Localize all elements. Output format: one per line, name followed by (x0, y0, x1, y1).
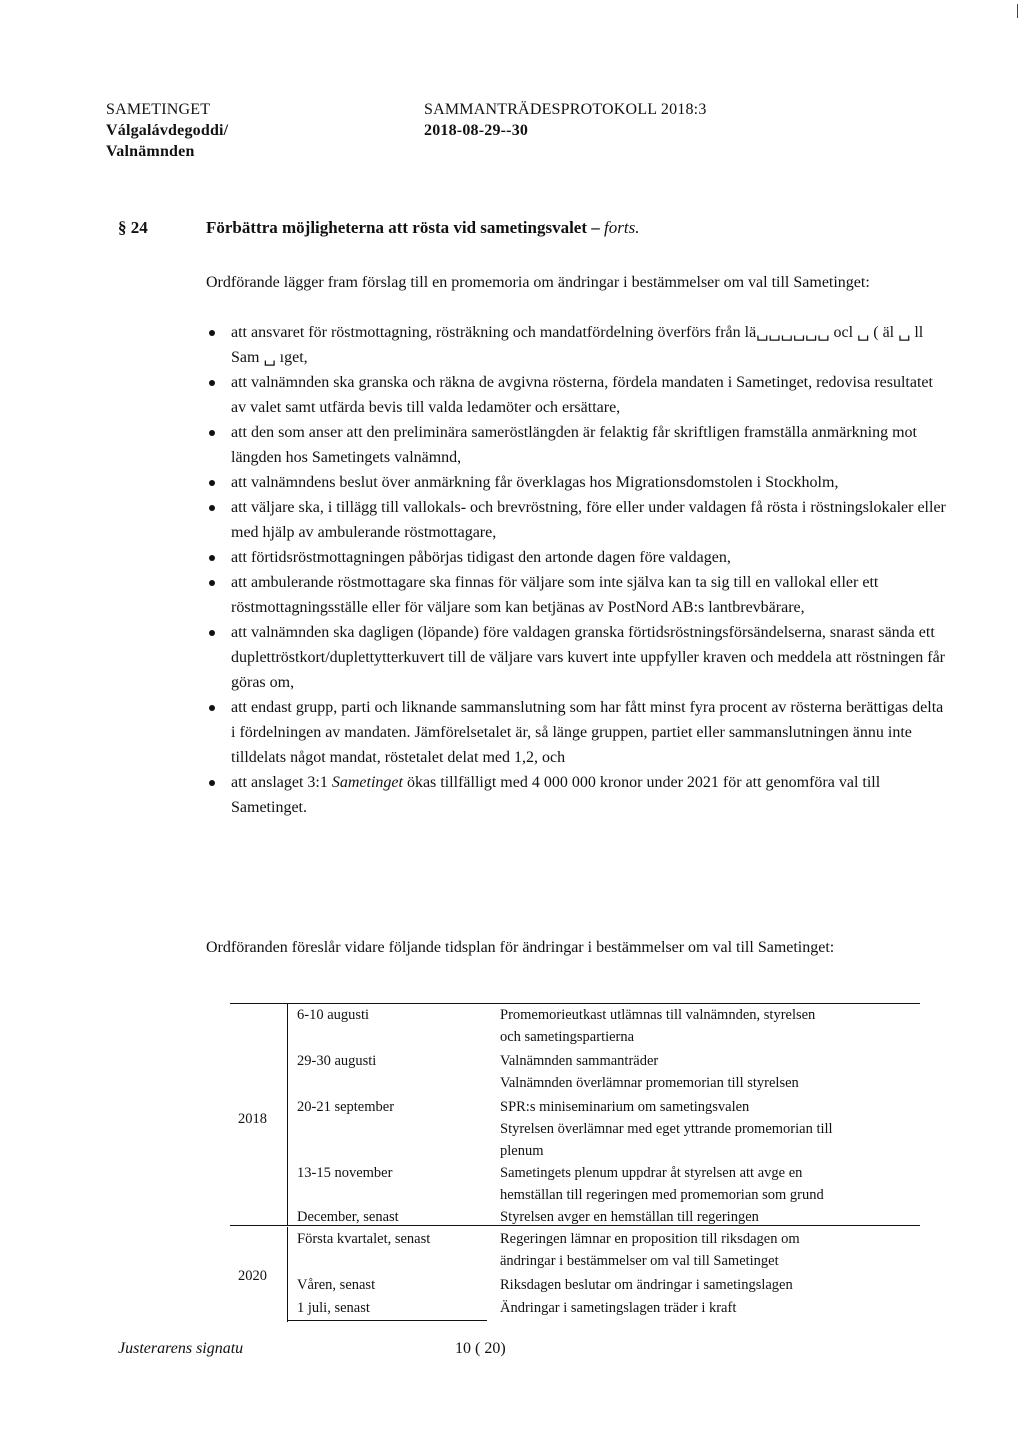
section-title-text: Förbättra möjligheterna att rösta vid sametingsvalet – (206, 218, 600, 237)
header-left (106, 100, 386, 163)
row-activity (500, 1297, 920, 1319)
intro-paragraph: Ordförande lägger fram förslag till en promemoria om ändringar i bestämmelser om val till Sametinget: (206, 274, 870, 291)
list-item-text: att valnämndens beslut över anmärkning får överklagas hos Migrationsdomstolen i Stockholm, (231, 474, 839, 491)
bullet-icon (209, 380, 215, 386)
bullet-icon (209, 330, 215, 336)
list-item (206, 320, 946, 370)
activity-line: SPR:s miniseminarium om sametingsvalen (500, 1099, 750, 1115)
list-item-text: att endast grupp, parti och liknande sammanslutning som har fått minst fyra procent av rösterna berättigas delta i fördelningen av mandaten. Jämförelsetalet är, så länge gruppen, partiet eller sammanslutningen ännu inte tilldelats något mandat, röstetalet delat med 1,2, och (231, 699, 944, 766)
last-bullet-after: ökas tillfälligt med 4 000 000 kronor under 2021 för att genomföra val till Sametinget. (231, 774, 881, 816)
activity-line: Valnämnden överlämnar promemorian till styrelsen (500, 1075, 799, 1091)
activity-line: plenum (500, 1143, 544, 1159)
list-item-text: att förtidsröstmottagningen påbörjas tidigast den artonde dagen före valdagen, (231, 549, 731, 566)
list-item-text: att väljare ska, i tillägg till vallokals- och brevröstning, före eller under valdagen få rösta i röstningslokaler eller med hjälp av ambulerande röstmottagare, (231, 499, 946, 541)
row-date: 1 juli, senast (297, 1300, 370, 1316)
bullet-icon (209, 780, 215, 786)
header-org: SAMETINGET (106, 101, 211, 118)
row-date: 13-15 november (297, 1165, 393, 1181)
bullet-icon (209, 555, 215, 561)
list-item (206, 620, 946, 695)
year-label: 2018 (238, 1111, 267, 1127)
row-date: 6-10 augusti (297, 1007, 370, 1023)
list-item (206, 495, 946, 545)
row-activity (500, 1274, 920, 1296)
timeline-intro: Ordföranden föreslår vidare följande tidsplan för ändringar i bestämmelser om val till Sametinget: (206, 939, 835, 956)
scan-mark (1017, 4, 1018, 18)
activity-line: Styrelsen överlämnar med eget yttrande promemorian till (500, 1121, 833, 1137)
list-item (206, 570, 946, 620)
row-activity (500, 1228, 920, 1272)
header-org-sami: Válgalávdegoddi/ (106, 122, 229, 139)
last-bullet-before: att anslaget 3:1 (231, 774, 332, 791)
footer-page-number: 10 ( 20) (455, 1340, 506, 1357)
activity-line: Styrelsen avger en hemställan till regeringen (500, 1209, 759, 1225)
footer-signature: Justerarens signatu (118, 1340, 244, 1357)
list-item-text: att ambulerande röstmottagare ska finnas för väljare som inte själva kan ta sig till en vallokal eller ett röstmottagningsställe eller för väljare som kan betjänas av PostNord AB:s lantbrevbärare, (231, 574, 879, 616)
section-title (206, 218, 639, 238)
list-item (206, 770, 946, 820)
activity-line: Promemorieutkast utlämnas till valnämnden, styrelsen (500, 1007, 816, 1023)
bullet-icon (209, 430, 215, 436)
activity-line: Regeringen lämnar en proposition till riksdagen om (500, 1231, 800, 1247)
activity-line: Riksdagen beslutar om ändringar i sametingslagen (500, 1277, 793, 1293)
row-date: December, senast (297, 1209, 399, 1225)
list-item-text: att ansvaret för röstmottagning, rösträkning och mandatfördelning överförs från lä␣␣␣␣␣␣ ocl ␣ ( äl ␣ ll Sam ␣ ıget, (231, 324, 924, 366)
row-date: Våren, senast (297, 1277, 376, 1293)
list-item-text: att valnämnden ska dagligen (löpande) före valdagen granska förtidsröstningsförsändelserna, snarast sända ett duplettröstkort/duplettytterkuvert till de väljare vars kuvert inte uppfyller kraven och meddela att röstningen får göras om, (231, 624, 945, 691)
year-label: 2020 (238, 1268, 267, 1284)
row-activity (500, 1206, 920, 1228)
section-title-suffix: forts. (604, 218, 640, 237)
bullet-icon (209, 580, 215, 586)
row-activity (500, 1004, 920, 1048)
bullet-icon (209, 705, 215, 711)
activity-line: Sametingets plenum uppdrar åt styrelsen att avge en (500, 1165, 803, 1181)
row-activity (500, 1162, 920, 1206)
activity-line: ändringar i bestämmelser om val till Sametinget (500, 1253, 779, 1269)
row-date: 20-21 september (297, 1099, 395, 1115)
bullet-icon (209, 505, 215, 511)
section-number: § 24 (118, 218, 148, 237)
row-date: 29-30 augusti (297, 1053, 377, 1069)
header-date: 2018-08-29--30 (424, 122, 529, 139)
proposal-list (206, 320, 946, 820)
last-bullet-italic: Sametinget (331, 774, 403, 791)
header-protocol: SAMMANTRÄDESPROTOKOLL 2018:3 (424, 101, 707, 118)
activity-line: Valnämnden sammanträder (500, 1053, 659, 1069)
list-item (206, 370, 946, 420)
list-item (206, 545, 946, 570)
list-item (206, 695, 946, 770)
list-item-text: att den som anser att den preliminära sameröstlängden är felaktig får skriftligen framställa anmärkning mot längden hos Sametingets valnämnd, (231, 424, 917, 466)
list-item (206, 420, 946, 470)
row-activity (500, 1096, 920, 1162)
header-right (424, 100, 824, 142)
activity-line: Ändringar i sametingslagen träder i kraft (500, 1300, 737, 1316)
bullet-icon (209, 630, 215, 636)
activity-line: och sametingspartierna (500, 1029, 635, 1045)
row-activity (500, 1050, 920, 1094)
list-item-text: att valnämnden ska granska och räkna de avgivna rösterna, fördela mandaten i Sametinget, redovisa resultatet av valet samt utfärda bevis till valda ledamöter och ersättare, (231, 374, 933, 416)
list-item (206, 470, 946, 495)
row-date: Första kvartalet, senast (297, 1231, 431, 1247)
activity-line: hemställan till regeringen med promemorian som grund (500, 1187, 824, 1203)
header-committee: Valnämnden (106, 143, 195, 160)
table-bottom-rule (287, 1320, 487, 1321)
bullet-icon (209, 480, 215, 486)
